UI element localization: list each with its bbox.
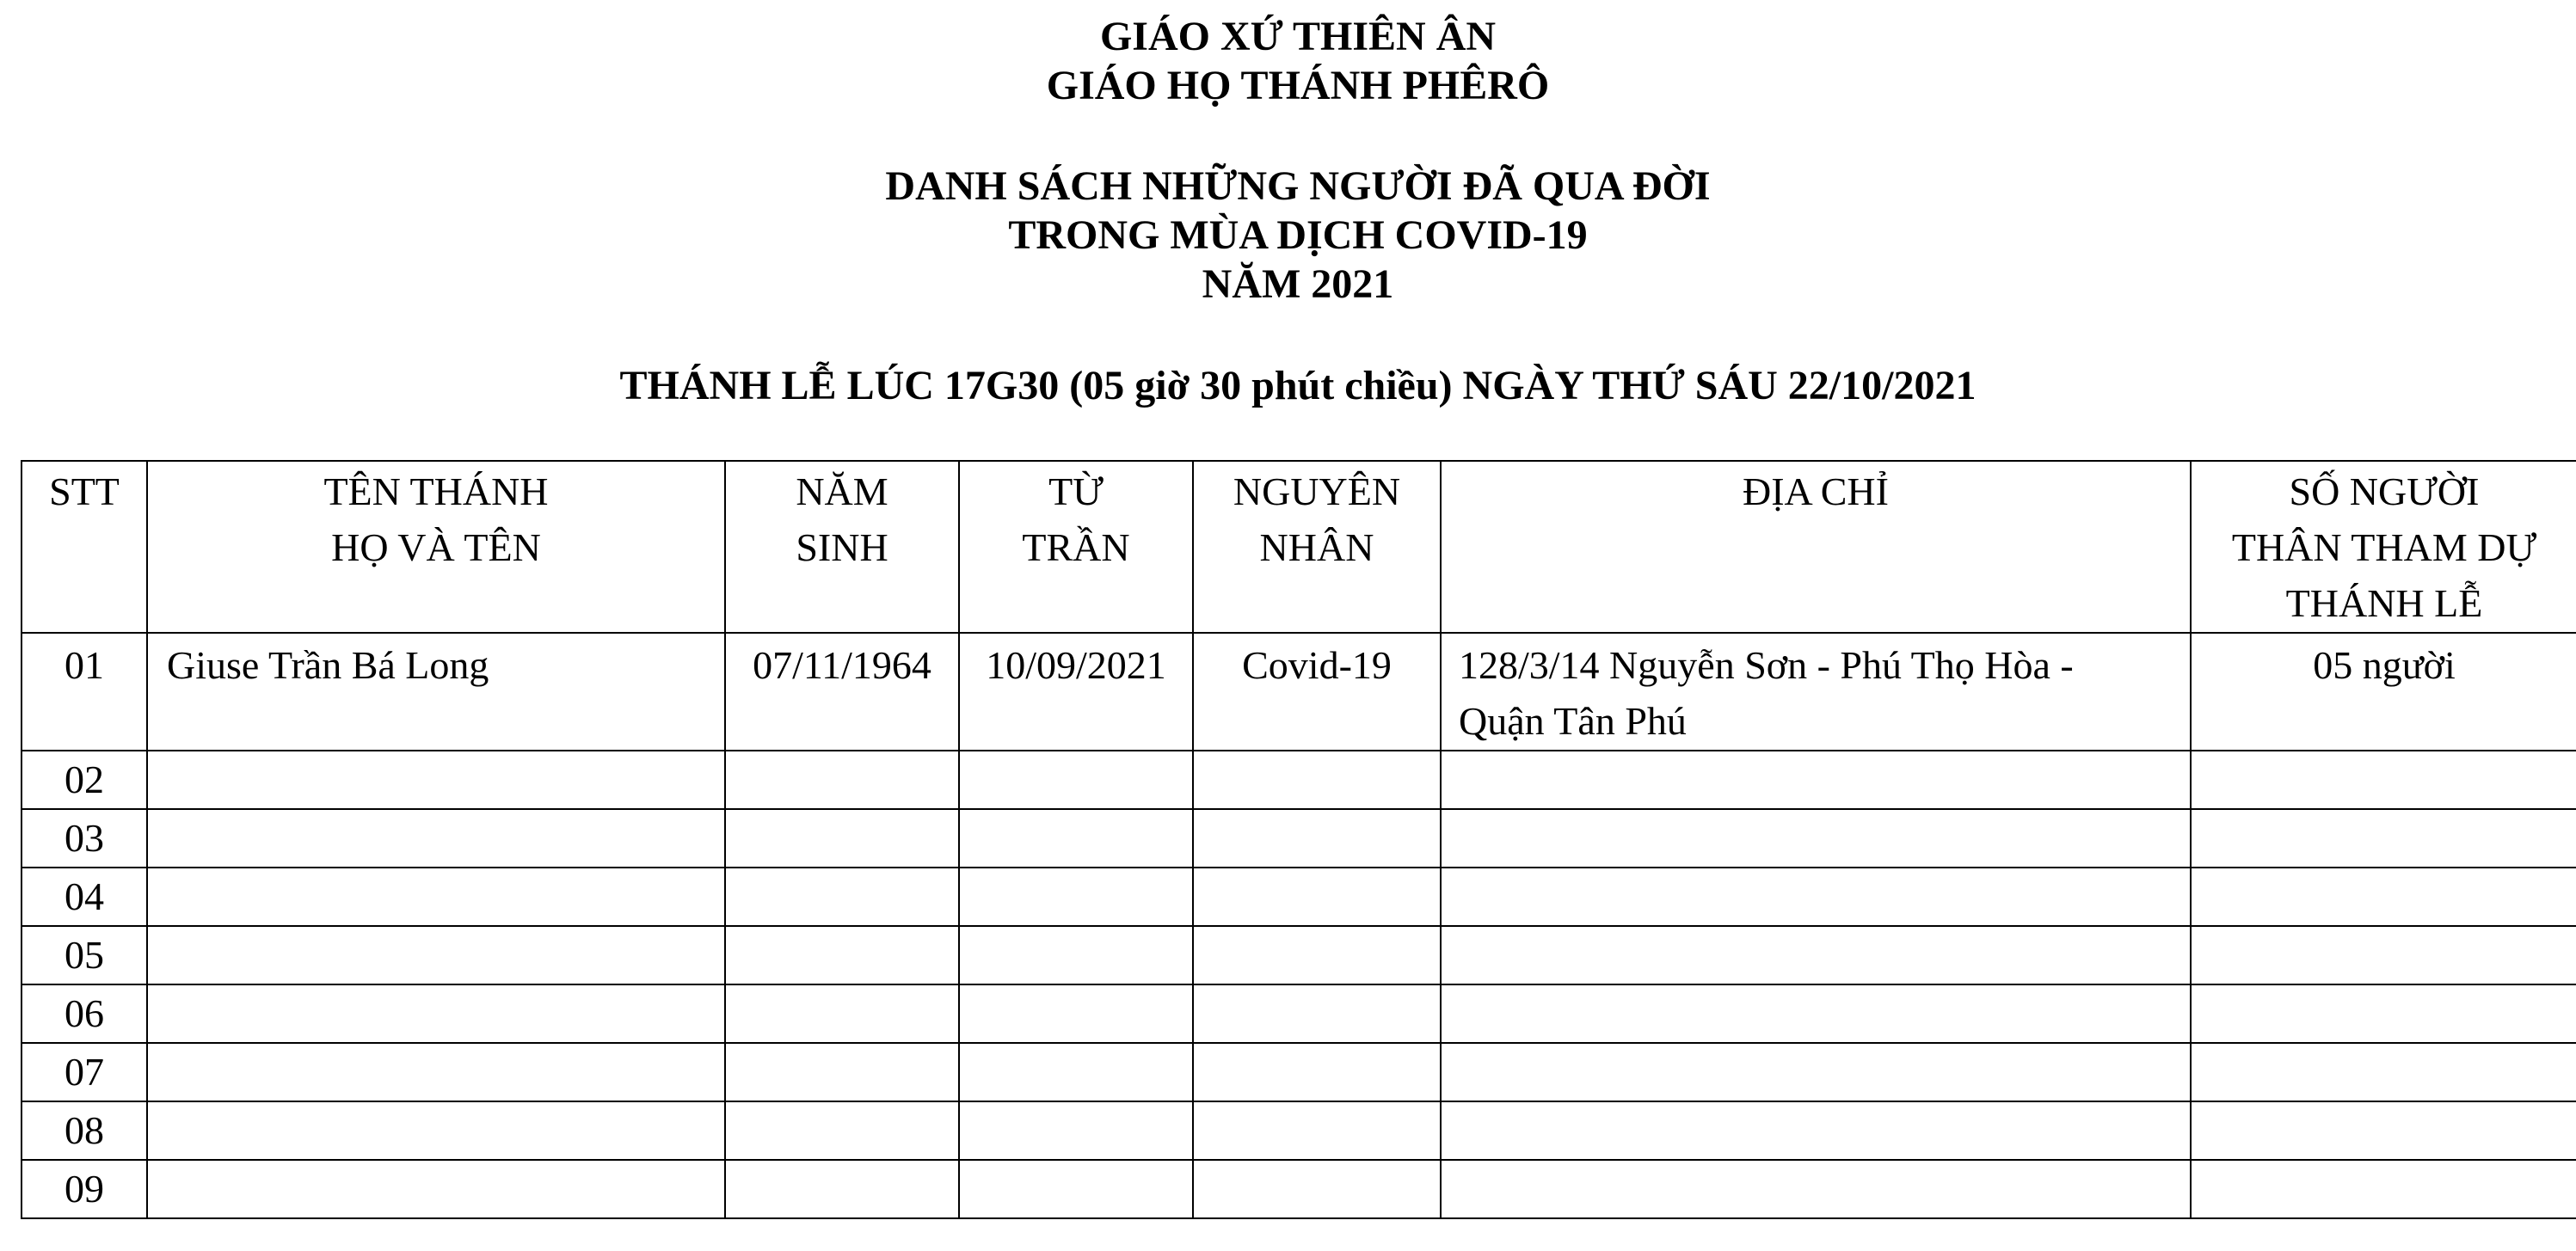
- cell-death-date: [959, 1043, 1193, 1101]
- cell-death-date: [959, 926, 1193, 984]
- cell-birth-date: 07/11/1964: [725, 633, 959, 751]
- table-row: [22, 1101, 2576, 1160]
- header-birth-year: NĂM SINH: [725, 461, 959, 633]
- table-row: [22, 751, 2576, 809]
- cell-name: [147, 1043, 725, 1101]
- cell-name: [147, 926, 725, 984]
- cell-cause: [1193, 809, 1441, 868]
- list-title-line-1: DANH SÁCH NHỮNG NGƯỜI ĐÃ QUA ĐỜI: [885, 163, 1711, 209]
- cell-stt: 05: [22, 926, 147, 984]
- cell-cause: [1193, 868, 1441, 926]
- cell-attendees: 05 người: [2191, 633, 2576, 751]
- cell-cause: [1193, 984, 1441, 1043]
- cell-attendees: [2191, 868, 2576, 926]
- year-title: NĂM 2021: [1202, 261, 1394, 307]
- mass-info: THÁNH LỄ LÚC 17G30 (05 giờ 30 phút chiều) NGÀY THỨ SÁU 22/10/2021: [619, 363, 1977, 408]
- cell-birth-date: [725, 751, 959, 809]
- cell-cause: [1193, 1043, 1441, 1101]
- header-cause: NGUYÊN NHÂN: [1193, 461, 1441, 633]
- header-attendees: SỐ NGƯỜI THÂN THAM DỰ THÁNH LỄ: [2191, 461, 2576, 633]
- cell-attendees: [2191, 926, 2576, 984]
- cell-stt: 08: [22, 1101, 147, 1160]
- cell-stt: 06: [22, 984, 147, 1043]
- cell-death-date: [959, 1101, 1193, 1160]
- address-line-2: Quận Tân Phú: [1459, 699, 1687, 743]
- parish-title: GIÁO XỨ THIÊN ÂN: [1099, 14, 1497, 59]
- cell-stt: 09: [22, 1160, 147, 1218]
- cell-address: [1441, 1101, 2191, 1160]
- cell-address: [1441, 926, 2191, 984]
- cell-attendees: [2191, 984, 2576, 1043]
- cell-name: [147, 809, 725, 868]
- cell-stt: 01: [22, 633, 147, 751]
- cell-address: [1441, 633, 2191, 751]
- cell-address: [1441, 1160, 2191, 1218]
- cell-attendees: [2191, 751, 2576, 809]
- table-row: [22, 926, 2576, 984]
- cell-death-date: 10/09/2021: [959, 633, 1193, 751]
- cell-name: [147, 984, 725, 1043]
- cell-birth-date: [725, 1043, 959, 1101]
- cell-birth-date: [725, 1160, 959, 1218]
- cell-address: [1441, 868, 2191, 926]
- cell-birth-date: [725, 1101, 959, 1160]
- cell-death-date: [959, 809, 1193, 868]
- cell-name: Giuse Trần Bá Long: [147, 633, 725, 751]
- cell-address: [1441, 1043, 2191, 1101]
- cell-death-date: [959, 1160, 1193, 1218]
- cell-attendees: [2191, 1160, 2576, 1218]
- cell-address: [1441, 751, 2191, 809]
- cell-attendees: [2191, 809, 2576, 868]
- cell-cause: [1193, 1160, 1441, 1218]
- cell-birth-date: [725, 868, 959, 926]
- deceased-table: [21, 460, 2576, 1219]
- table-row: [22, 1043, 2576, 1101]
- sub-parish-title: GIÁO HỌ THÁNH PHÊRÔ: [1046, 63, 1550, 108]
- table-row: [22, 1160, 2576, 1218]
- cell-stt: 04: [22, 868, 147, 926]
- header-address: ĐỊA CHỈ: [1441, 461, 2191, 633]
- cell-name: [147, 868, 725, 926]
- cell-stt: 07: [22, 1043, 147, 1101]
- table-header-row: [22, 461, 2576, 633]
- cell-address: [1441, 809, 2191, 868]
- cell-attendees: [2191, 1101, 2576, 1160]
- header-death-date: TỪ TRẦN: [959, 461, 1193, 633]
- list-title-line-2: TRONG MÙA DỊCH COVID-19: [1008, 212, 1588, 258]
- cell-stt: 02: [22, 751, 147, 809]
- cell-attendees: [2191, 1043, 2576, 1101]
- cell-cause: [1193, 1101, 1441, 1160]
- table-row: [22, 633, 2576, 751]
- cell-birth-date: [725, 984, 959, 1043]
- cell-name: [147, 751, 725, 809]
- cell-address: [1441, 984, 2191, 1043]
- table-row: [22, 809, 2576, 868]
- cell-cause: Covid-19: [1193, 633, 1441, 751]
- cell-cause: [1193, 926, 1441, 984]
- header-stt: STT: [22, 461, 147, 633]
- cell-death-date: [959, 751, 1193, 809]
- cell-stt: 03: [22, 809, 147, 868]
- address-line-1: 128/3/14 Nguyễn Sơn - Phú Thọ Hòa -: [1459, 643, 2074, 687]
- header-name: TÊN THÁNH HỌ VÀ TÊN: [147, 461, 725, 633]
- cell-death-date: [959, 984, 1193, 1043]
- table-row: [22, 868, 2576, 926]
- cell-cause: [1193, 751, 1441, 809]
- cell-birth-date: [725, 809, 959, 868]
- cell-name: [147, 1160, 725, 1218]
- cell-birth-date: [725, 926, 959, 984]
- cell-death-date: [959, 868, 1193, 926]
- cell-name: [147, 1101, 725, 1160]
- table-row: [22, 984, 2576, 1043]
